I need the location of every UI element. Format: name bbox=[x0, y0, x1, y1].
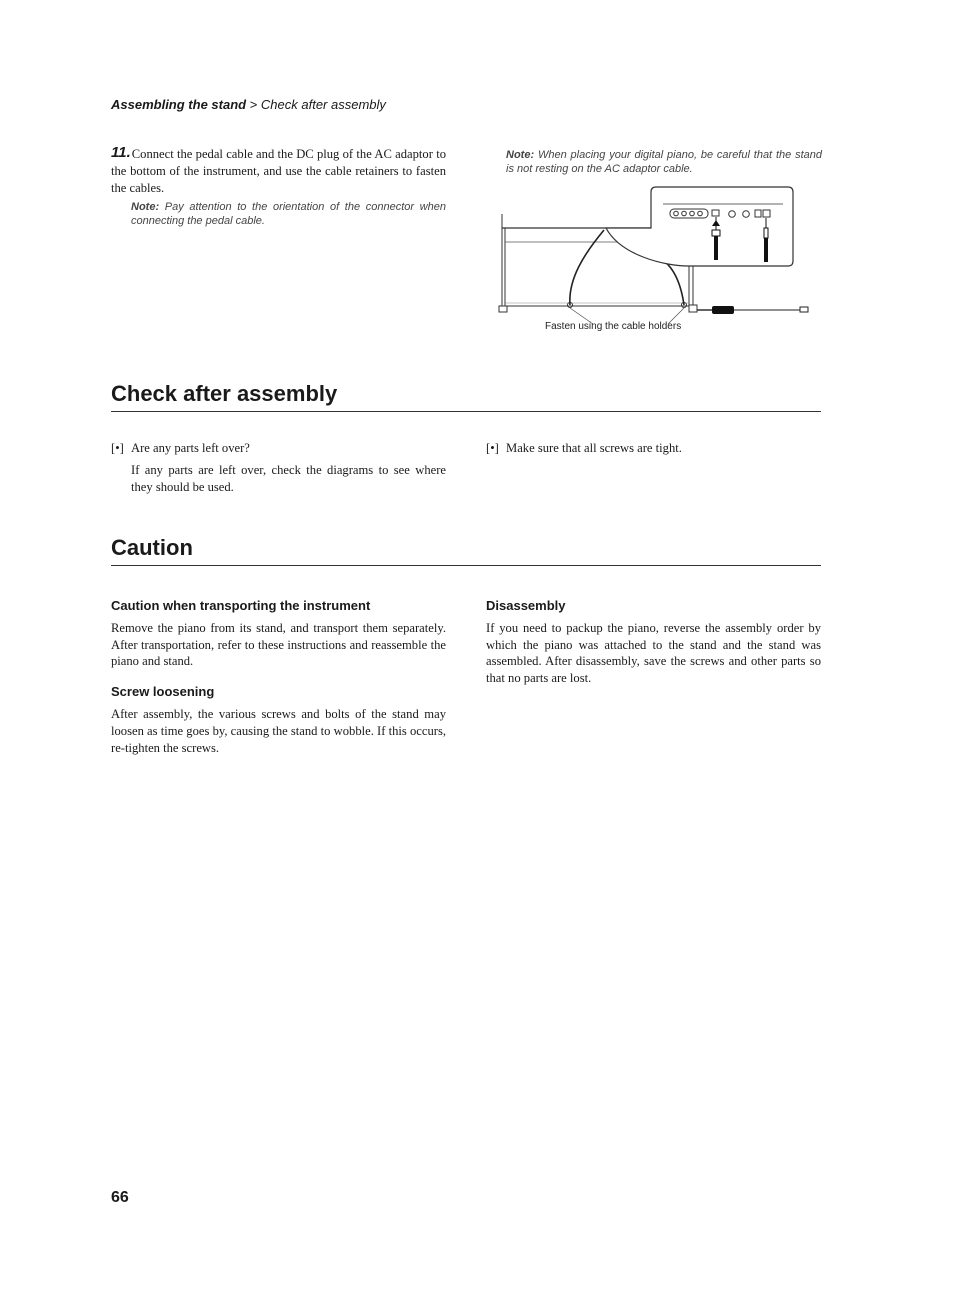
disassembly-title: Disassembly bbox=[486, 598, 566, 613]
caution-left-column bbox=[111, 598, 446, 770]
check-heading: Check after assembly bbox=[111, 381, 821, 412]
bullet-icon: [•] bbox=[111, 441, 124, 455]
adaptor-note-text: When placing your digital piano, be careful that the stand is not resting on the AC adaptor cable. bbox=[506, 149, 822, 175]
check-item-screws-title: Make sure that all screws are tight. bbox=[506, 441, 682, 455]
transport-title: Caution when transporting the instrument bbox=[111, 598, 371, 613]
disassembly-section bbox=[486, 598, 821, 687]
disassembly-text: If you need to packup the piano, reverse the assembly order by which the piano was attached to the stand and the stand was assembled. After disassembly, save the screws and other parts so that no parts are lost. bbox=[486, 620, 821, 686]
breadcrumb bbox=[111, 97, 386, 112]
check-item-parts-title: Are any parts left over? bbox=[131, 441, 250, 455]
check-item-screws bbox=[486, 440, 821, 457]
transport-text: Remove the piano from its stand, and transport them separately. After transportation, refer to these instructions and reassemble the piano and stand. bbox=[111, 620, 446, 669]
screw-section bbox=[111, 684, 446, 756]
check-item-parts-detail: If any parts are left over, check the diagrams to see where they should be used. bbox=[131, 462, 446, 494]
step-number: 11. bbox=[111, 144, 131, 161]
note-text: Pay attention to the orientation of the connector when connecting the pedal cable. bbox=[131, 201, 446, 228]
connector-note bbox=[131, 200, 446, 228]
page-number: 66 bbox=[111, 1189, 129, 1206]
adaptor-note-label: Note: bbox=[506, 149, 535, 161]
note-label: Note: bbox=[131, 201, 160, 214]
check-item-parts bbox=[111, 440, 446, 495]
step-11 bbox=[111, 146, 446, 228]
adaptor-note bbox=[506, 148, 822, 176]
caution-right-column bbox=[486, 598, 821, 701]
breadcrumb-separator: > bbox=[246, 97, 261, 112]
transport-section bbox=[111, 598, 446, 670]
caution-heading: Caution bbox=[111, 535, 821, 566]
bullet-icon: [•] bbox=[486, 441, 499, 455]
step-11-text: Connect the pedal cable and the DC plug of the AC adaptor to the bottom of the instrument, and use the cable retainers to fasten the cables. bbox=[111, 147, 446, 195]
screw-title: Screw loosening bbox=[111, 684, 215, 700]
screw-text: After assembly, the various screws and bolts of the stand may loosen as time goes by, causing the stand to wobble. If this occurs, re-tighten the screws. bbox=[111, 706, 446, 755]
step-11-text-block bbox=[111, 146, 446, 196]
figure-caption: Fasten using the cable holders bbox=[545, 321, 682, 332]
breadcrumb-section: Assembling the stand bbox=[111, 97, 247, 112]
stand-cable-diagram bbox=[496, 184, 826, 334]
breadcrumb-current: Check after assembly bbox=[260, 97, 386, 112]
